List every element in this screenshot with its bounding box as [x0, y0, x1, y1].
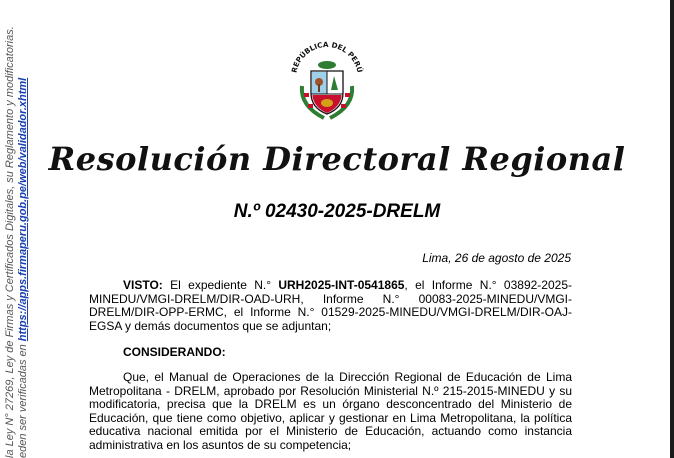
visto-text2: , el Informe N.° 03892-2025-MINEDU/VMGI-DRELM/DIR-OAD-URH, Informe N.° 00083-2025-MINEDU/VMGI-DRELM/DIR-OPP-ERMC, el Informe N.° 01529-2025-MINEDU/VMGI-DRELM/DIR-OAJ-EGSA y demás documentos que se adjuntan; — [89, 278, 572, 333]
expediente-number: URH2025-INT-0541865 — [278, 278, 405, 292]
resolution-number: N.º 02430-2025-DRELM — [233, 201, 441, 222]
que-paragraph — [89, 371, 572, 452]
que-text: Que, el Manual de Operaciones de la Dirección Regional de Educación de Lima Metropolitana - DRELM, aprobado por Resolución Ministerial N.º 215-2015-MINEDU y su modificatoria, precisa que la DRELM es un órgano desconcentrado del Ministerio de Educación, que tiene como objetivo, aplicar y gestionar en Lima Metropolitana, la política educativa nacional emitida por el Ministerio de Educación, actuando como instancia administrativa en los asuntos de su competencia; — [89, 370, 572, 452]
side-verify-prefix: eden ser verificadas en — [17, 344, 29, 458]
coat-of-arms-icon — [284, 38, 370, 124]
visto-text1: El expediente N.° — [162, 278, 279, 292]
page-title: Resolución Directoral Regional — [48, 140, 626, 178]
page-right-border — [670, 0, 674, 458]
seal-label: REPÚBLICA DEL PERÚ — [289, 39, 365, 74]
side-law-line: la Ley N° 27269, Ley de Firmas y Certificados Digitales, su Reglamento y modificatorias. — [4, 26, 16, 458]
considerando-label: CONSIDERANDO: — [123, 345, 226, 359]
side-verify-line — [17, 0, 30, 458]
visto-label: VISTO: — [123, 278, 163, 292]
document-date: Lima, 26 de agosto de 2025 — [422, 251, 571, 265]
validator-link[interactable]: https://apps.firmaperu.gob.pe/web/validador.xhtml — [17, 77, 29, 342]
visto-paragraph — [89, 279, 572, 333]
side-verification-text — [0, 0, 42, 458]
considerando-heading — [89, 346, 572, 360]
